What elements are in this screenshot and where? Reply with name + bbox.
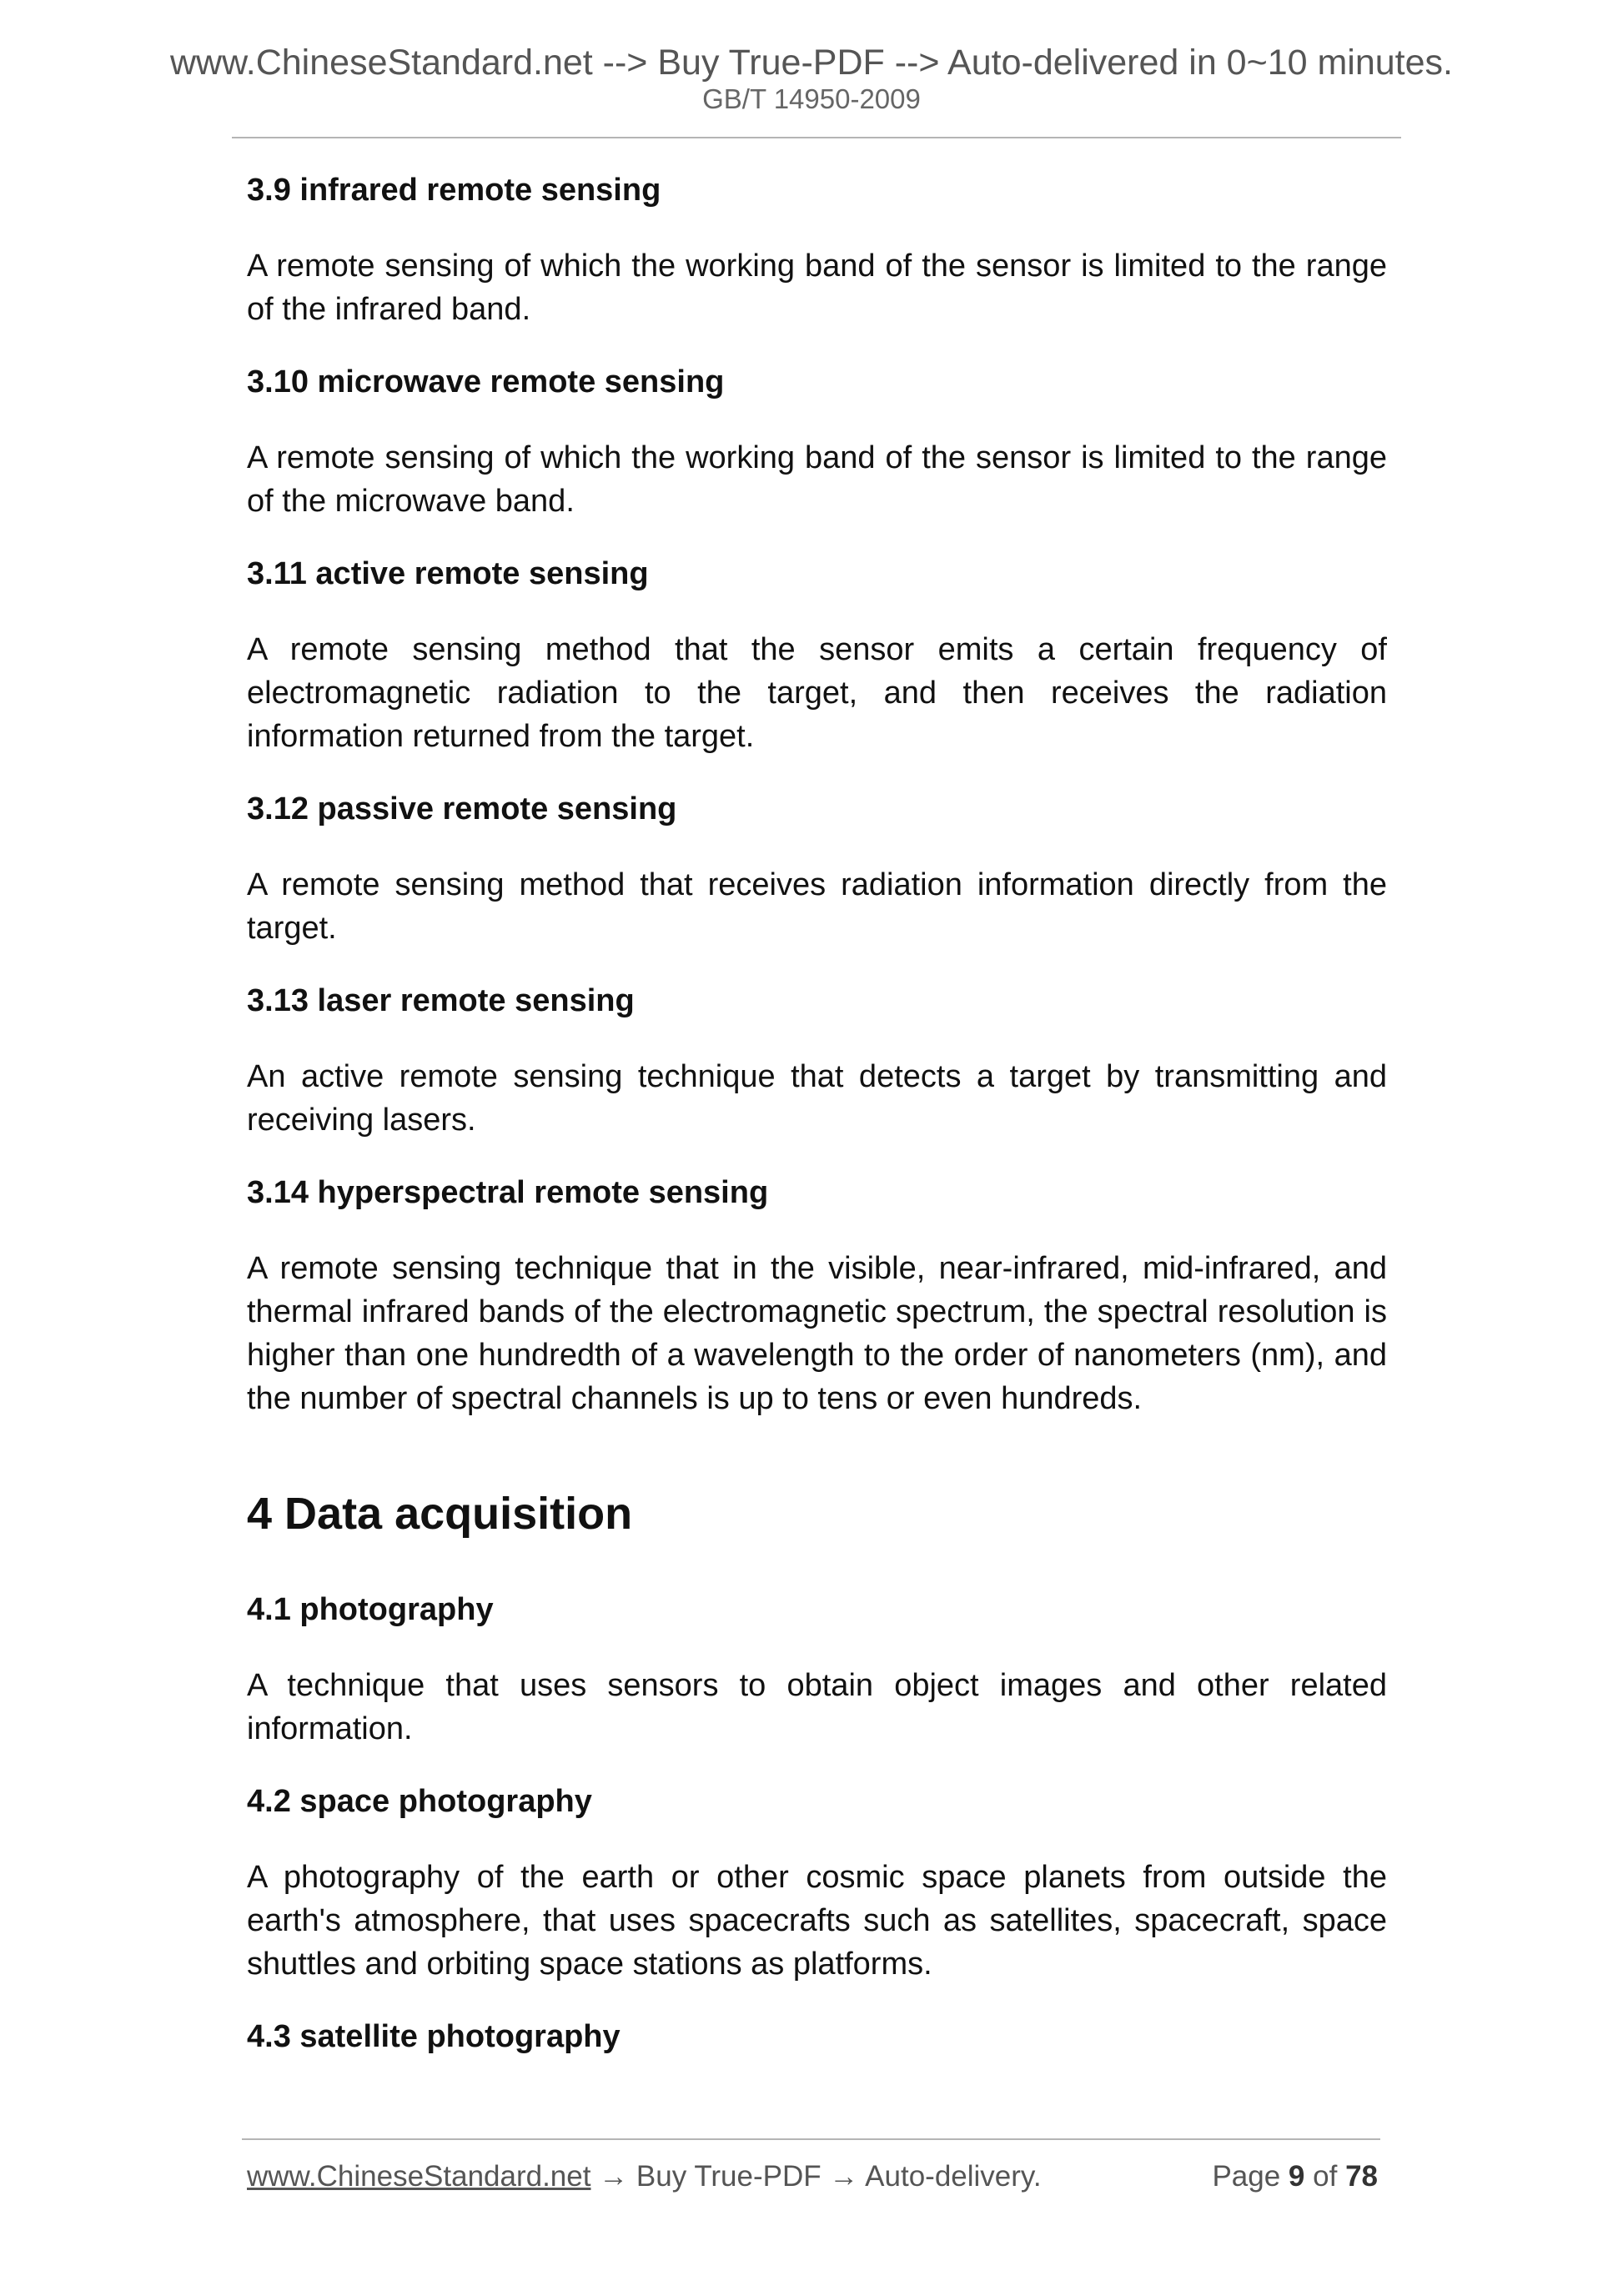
term-definition: A remote sensing of which the working band of the sensor is limited to the range of the infrared band. xyxy=(247,249,1387,327)
term-definition: A remote sensing of which the working band of the sensor is limited to the range of the microwave band. xyxy=(247,440,1387,519)
term-4-1 xyxy=(247,1590,1387,1751)
page-of-label: of xyxy=(1313,2160,1338,2193)
term-3-10 xyxy=(247,363,1387,523)
term-definition: A technique that uses sensors to obtain object images and other related information. xyxy=(247,1668,1387,1746)
term-title: 3.12 passive remote sensing xyxy=(247,791,677,826)
term-title: 3.10 microwave remote sensing xyxy=(247,364,725,399)
header-divider xyxy=(232,137,1401,138)
term-definition: A photography of the earth or other cosmic space planets from outside the earth's atmosphere, that uses spacecrafts such as satellites, spacecraft, space shuttles and orbiting space stations as platforms. xyxy=(247,1860,1387,1982)
term-title: 3.9 infrared remote sensing xyxy=(247,173,661,208)
term-title: 3.14 hyperspectral remote sensing xyxy=(247,1175,769,1210)
page-indicator xyxy=(1212,2158,1378,2195)
term-3-12 xyxy=(247,790,1387,950)
term-4-3 xyxy=(247,2017,1387,2056)
term-definition: An active remote sensing technique that detects a target by transmitting and receiving lasers. xyxy=(247,1059,1387,1138)
current-page-number: 9 xyxy=(1288,2160,1305,2193)
footer-promo-text: → Buy True-PDF → Auto-delivery. xyxy=(590,2160,1042,2193)
term-title: 3.11 active remote sensing xyxy=(247,556,649,591)
total-page-number: 78 xyxy=(1345,2160,1378,2193)
footer-promo xyxy=(247,2158,1042,2195)
footer-divider xyxy=(242,2138,1380,2140)
term-title: 4.1 photography xyxy=(247,1592,494,1627)
header-banner: www.ChineseStandard.net --> Buy True-PDF --> Auto-delivered in 0~10 minutes. xyxy=(169,43,1453,83)
term-3-14 xyxy=(247,1173,1387,1420)
term-title: 3.13 laser remote sensing xyxy=(247,983,635,1018)
term-definition: A remote sensing method that receives radiation information directly from the target. xyxy=(247,867,1387,946)
term-3-13 xyxy=(247,982,1387,1142)
page-label: Page xyxy=(1212,2160,1281,2193)
term-title: 4.2 space photography xyxy=(247,1784,592,1819)
term-definition: A remote sensing technique that in the visible, near-infrared, mid-infrared, and thermal infrared bands of the electromagnetic spectrum, the spectral resolution is higher than one hundredth of a wavelength to the order of nanometers (nm), and the number of spectral channels is up to tens or even hundreds. xyxy=(247,1251,1387,1416)
standard-code: GB/T 14950-2009 xyxy=(702,83,921,114)
term-3-11 xyxy=(247,555,1387,758)
term-3-9 xyxy=(247,171,1387,331)
footer-site-link[interactable]: www.ChineseStandard.net xyxy=(247,2160,591,2193)
term-4-2 xyxy=(247,1782,1387,1986)
term-title: 4.3 satellite photography xyxy=(247,2019,621,2054)
chapter-title: 4 Data acquisition xyxy=(247,1489,633,1539)
document-body xyxy=(247,171,1387,2091)
term-definition: A remote sensing method that the sensor emits a certain frequency of electromagnetic radiation to the target, and then receives the radiation information returned from the target. xyxy=(247,632,1387,754)
